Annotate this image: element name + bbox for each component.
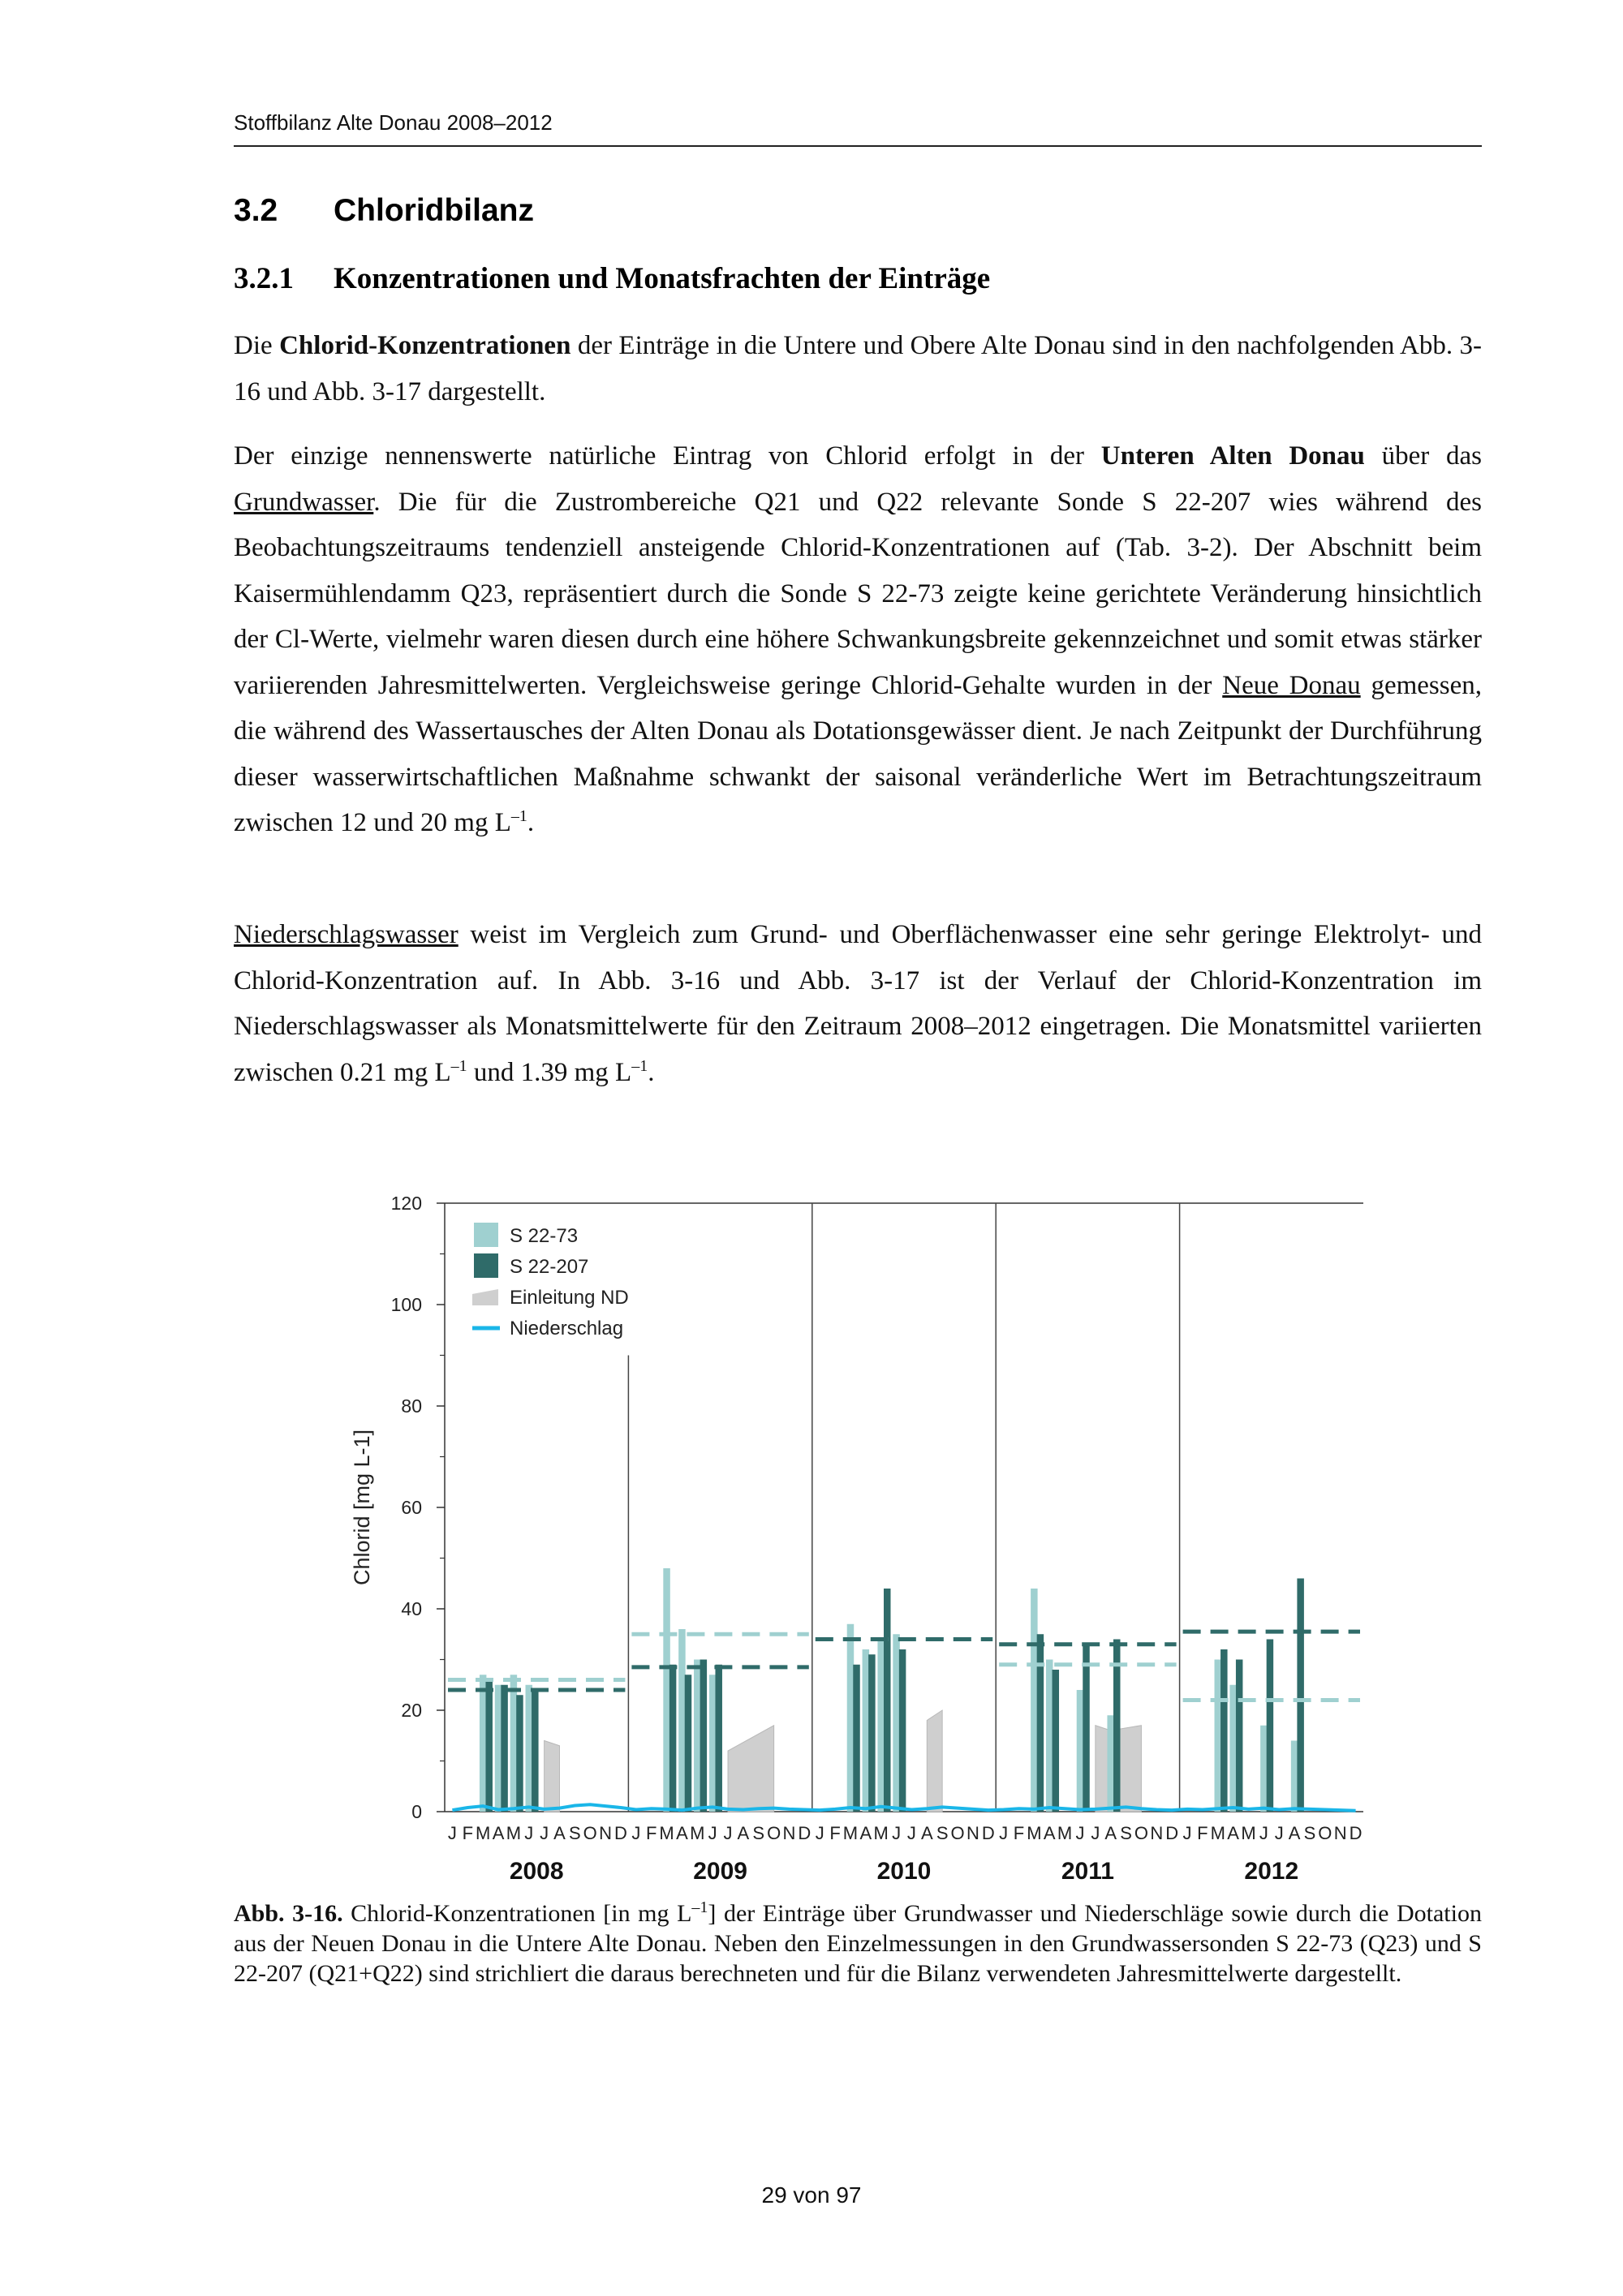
- legend-label: S 22-73: [510, 1225, 579, 1247]
- bar-s-22-73: [1229, 1685, 1236, 1812]
- month-label: A: [676, 1823, 688, 1843]
- month-label: J: [815, 1823, 824, 1843]
- y-tick-label: 100: [390, 1294, 422, 1315]
- y-tick-label: 120: [390, 1193, 422, 1214]
- year-label: 2009: [693, 1858, 747, 1885]
- month-label: J: [1182, 1823, 1192, 1843]
- bar-s-22-207: [485, 1680, 492, 1812]
- month-label: F: [462, 1823, 474, 1843]
- legend-label: S 22-207: [510, 1256, 589, 1278]
- einleitung-nd-area: [927, 1710, 942, 1812]
- year-label: 2011: [1061, 1858, 1114, 1885]
- subsection-title: Konzentrationen und Monatsfrachten der Einträge: [334, 262, 991, 295]
- month-label: J: [1274, 1823, 1284, 1843]
- bar-s-22-73: [893, 1634, 899, 1812]
- bar-s-22-207: [899, 1649, 906, 1812]
- bar-s-22-73: [663, 1568, 669, 1812]
- month-label: J: [1075, 1823, 1085, 1843]
- section-heading: [234, 193, 534, 229]
- month-label: D: [614, 1823, 627, 1843]
- running-header: Stoffbilanz Alte Donau 2008–2012: [234, 110, 553, 135]
- month-label: M: [690, 1823, 705, 1843]
- month-label: M: [1241, 1823, 1256, 1843]
- month-label: F: [1013, 1823, 1025, 1843]
- link-grundwasser: Grundwasser: [234, 487, 374, 517]
- bar-s-22-73: [1215, 1660, 1221, 1812]
- y-axis-label: Chlorid [mg L-1]: [350, 1429, 374, 1586]
- bar-s-22-207: [1297, 1579, 1303, 1812]
- month-label: F: [1197, 1823, 1208, 1843]
- bar-s-22-207: [1083, 1645, 1089, 1812]
- month-label: M: [873, 1823, 889, 1843]
- month-label: A: [553, 1823, 566, 1843]
- bar-s-22-207: [685, 1675, 691, 1812]
- month-label: F: [645, 1823, 657, 1843]
- legend-swatch: [474, 1223, 498, 1247]
- month-label: J: [631, 1823, 641, 1843]
- legend-swatch: [472, 1289, 498, 1305]
- bar-s-22-207: [1037, 1634, 1044, 1812]
- bar-s-22-73: [863, 1649, 869, 1812]
- month-label: M: [506, 1823, 522, 1843]
- month-label: D: [1165, 1823, 1179, 1843]
- month-label: J: [906, 1823, 916, 1843]
- month-label: D: [798, 1823, 812, 1843]
- month-label: N: [599, 1823, 613, 1843]
- month-label: J: [723, 1823, 733, 1843]
- bar-s-22-73: [694, 1660, 700, 1812]
- bar-s-22-73: [847, 1624, 854, 1812]
- bar-s-22-207: [700, 1660, 707, 1812]
- month-label: M: [659, 1823, 674, 1843]
- figure-caption: Abb. 3-16. Chlorid-Konzentrationen [in mg $L^{-1}$] der Einträge über Grundwasser und Niederschläge sowie durch die Dotation aus der Neuen Donau in die Untere Alte Donau. Neben den Einzelmessungen in den Grundwassersonden S 22-73 (Q23) und S 22-207 (Q21+Q22) sind strichliert die daraus berechneten und für die Bilanz verwendeten Jahresmittelwerte dargestellt.: [234, 1898, 1482, 1987]
- month-label: J: [1091, 1823, 1100, 1843]
- month-label: A: [1288, 1823, 1301, 1843]
- bar-s-22-73: [510, 1675, 517, 1812]
- month-label: O: [583, 1823, 597, 1843]
- legend-label: Niederschlag: [510, 1318, 624, 1339]
- bar-s-22-207: [516, 1695, 523, 1812]
- link-niederschlagswasser: Niederschlagswasser: [234, 920, 458, 949]
- month-label: A: [859, 1823, 872, 1843]
- bar-s-22-73: [526, 1685, 532, 1812]
- year-label: 2008: [509, 1858, 564, 1885]
- month-label: O: [950, 1823, 965, 1843]
- month-label: J: [540, 1823, 549, 1843]
- month-label: M: [476, 1823, 491, 1843]
- chloride-chart: [341, 1180, 1380, 1894]
- month-label: M: [1210, 1823, 1225, 1843]
- paragraph-2: Der einzige nennenswerte natürliche Eintrag von Chlorid erfolgt in der Unteren Alten Donau über das Grundwasser. Die für die Zustrombereiche Q21 und Q22 relevante Sonde S 22-207 wies während des Beobachtungszeitraums tendenziell ansteigende Chlorid-Konzentrationen auf (Tab. 3-2). Der Abschnitt beim Kaisermühlendamm Q23, repräsentiert durch die Sonde S 22-73 zeigte keine gerichtete Veränderung hinsichtlich der Cl-Werte, vielmehr waren diesen durch eine höhere Schwankungsbreite gekennzeichnet und somit etwas stärker variierenden Jahresmittelwerten. Vergleichsweise geringe Chlorid-Gehalte wurden in der Neue Donau gemessen, die während des Wassertausches der Alten Donau als Dotationsgewässer dient. Je nach Zeitpunkt der Durchführung dieser wasserwirtschaftlichen Maßnahme schwankt der saisonal veränderliche Wert im Betrachtungszeitraum zwischen 12 und 20 mg $L^{-1}$.: [234, 441, 1483, 837]
- bar-s-22-207: [884, 1589, 890, 1812]
- month-label: J: [1259, 1823, 1268, 1843]
- header-rule: [234, 145, 1482, 147]
- paragraph-3: Niederschlagswasser weist im Vergleich zum Grund- und Oberflächenwasser eine sehr geringe Elektrolyt- und Chlorid-Konzentration auf. In Abb. 3-16 und Abb. 3-17 ist der Verlauf der Chlorid-Konzentration im Niederschlagswasser als Monatsmittelwerte für den Zeitraum 2008–2012 eingetragen. Die Monatsmittel variierten zwischen 0.21 mg $L^{-1}$ und 1.39 mg $L^{-1}$.: [234, 920, 1482, 1087]
- month-label: D: [1349, 1823, 1363, 1843]
- einleitung-nd-area: [545, 1741, 560, 1812]
- bar-s-22-207: [1053, 1670, 1059, 1812]
- y-tick-label: 80: [401, 1395, 422, 1417]
- bar-s-22-207: [532, 1690, 538, 1812]
- bar-s-22-207: [853, 1665, 859, 1812]
- bar-s-22-73: [1260, 1726, 1267, 1812]
- bar-s-22-73: [1107, 1715, 1113, 1812]
- page-number: 29 von 97: [761, 2182, 862, 2208]
- month-label: O: [767, 1823, 781, 1843]
- year-label: 2012: [1244, 1858, 1299, 1885]
- month-label: A: [492, 1823, 505, 1843]
- bar-s-22-207: [669, 1665, 676, 1812]
- section-number: 3.2: [234, 193, 278, 228]
- bar-s-22-73: [709, 1675, 716, 1812]
- bar-s-22-207: [1267, 1640, 1273, 1812]
- bar-s-22-73: [1077, 1690, 1083, 1812]
- month-label: S: [1120, 1823, 1132, 1843]
- month-label: D: [981, 1823, 995, 1843]
- month-label: O: [1318, 1823, 1332, 1843]
- month-label: A: [1227, 1823, 1239, 1843]
- month-label: A: [920, 1823, 933, 1843]
- bar-s-22-207: [1236, 1660, 1242, 1812]
- bar-s-22-207: [1220, 1649, 1227, 1812]
- month-label: F: [829, 1823, 841, 1843]
- y-tick-label: 60: [401, 1497, 422, 1518]
- month-label: J: [524, 1823, 534, 1843]
- month-label: A: [1104, 1823, 1117, 1843]
- link-neue-donau: Neue Donau: [1222, 670, 1361, 700]
- month-label: M: [1057, 1823, 1073, 1843]
- month-label: S: [936, 1823, 949, 1843]
- month-label: J: [892, 1823, 902, 1843]
- month-label: A: [1043, 1823, 1056, 1843]
- month-label: J: [708, 1823, 717, 1843]
- bar-s-22-73: [1291, 1741, 1298, 1812]
- month-label: J: [447, 1823, 457, 1843]
- month-label: N: [782, 1823, 796, 1843]
- month-label: J: [999, 1823, 1009, 1843]
- month-label: S: [569, 1823, 581, 1843]
- month-label: S: [1303, 1823, 1316, 1843]
- bar-s-22-73: [495, 1685, 502, 1812]
- bar-s-22-207: [868, 1654, 875, 1812]
- section-title: Chloridbilanz: [334, 193, 534, 228]
- month-label: N: [1150, 1823, 1164, 1843]
- month-label: O: [1134, 1823, 1148, 1843]
- month-label: N: [1333, 1823, 1347, 1843]
- bar-s-22-73: [877, 1640, 884, 1812]
- bar-s-22-73: [1031, 1589, 1037, 1812]
- subsection-heading: [234, 261, 990, 296]
- legend-swatch: [474, 1253, 498, 1278]
- month-label: N: [966, 1823, 979, 1843]
- year-label: 2010: [876, 1858, 932, 1885]
- legend-label: Einleitung ND: [510, 1287, 629, 1309]
- month-label: S: [752, 1823, 765, 1843]
- month-label: M: [842, 1823, 859, 1843]
- paragraph-1: Die Chlorid-Konzentrationen der Einträge in die Untere und Obere Alte Donau sind in den nachfolgenden Abb. 3-16 und Abb. 3-17 dargestellt.: [234, 331, 1483, 406]
- y-tick-label: 0: [411, 1801, 422, 1822]
- bar-s-22-207: [715, 1665, 721, 1812]
- month-label: M: [1027, 1823, 1042, 1843]
- bar-s-22-73: [1046, 1660, 1053, 1812]
- bar-s-22-73: [480, 1675, 486, 1812]
- bar-s-22-73: [678, 1629, 685, 1812]
- bar-s-22-207: [501, 1685, 507, 1812]
- subsection-number: 3.2.1: [234, 262, 294, 295]
- month-label: A: [737, 1823, 750, 1843]
- einleitung-nd-area: [728, 1726, 774, 1812]
- y-tick-label: 20: [401, 1700, 422, 1721]
- y-tick-label: 40: [401, 1598, 422, 1619]
